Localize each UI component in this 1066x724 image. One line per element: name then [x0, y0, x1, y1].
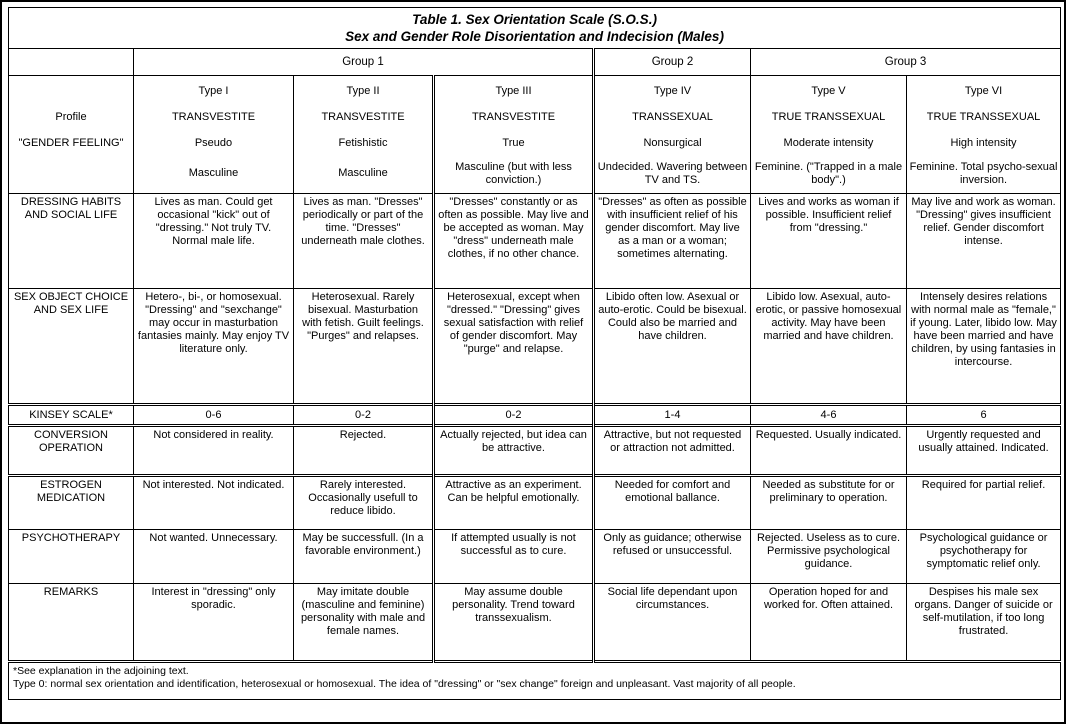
estrogen-type-iv: Needed for comfort and emotional ballance. — [594, 476, 751, 530]
dressing-type-vi: May live and work as woman. "Dressing" gives insufficient relief. Gender discomfort intense. — [907, 194, 1061, 289]
conversion-type-iii: Actually rejected, but idea can be attractive. — [434, 426, 594, 476]
group-3-header: Group 3 — [751, 49, 1061, 76]
kinsey-type-v: 4-6 — [751, 405, 907, 426]
kinsey-type-iv: 1-4 — [594, 405, 751, 426]
estrogen-type-i: Not interested. Not indicated. — [134, 476, 294, 530]
sexobj-type-ii: Heterosexual. Rarely bisexual. Masturbation with fetish. Guilt feelings. "Purges" and relapses. — [294, 289, 434, 405]
sexobj-type-iii: Heterosexual, except when "dressed." "Dressing" gives sexual satisfaction with relief of gender discomfort. May "purge" and relapse. — [434, 289, 594, 405]
row-dressing-habits — [9, 194, 1061, 289]
profile-type-ii — [294, 76, 434, 194]
type-feeling: Feminine. Total psycho-sexual inversion. — [909, 160, 1058, 186]
dressing-type-iv: "Dresses" as often as possible with insufficient relief of his gender discomfort. May live as a man or a woman; sometimes alternating. — [594, 194, 751, 289]
profile-type-vi — [907, 76, 1061, 194]
type-feeling: Feminine. ("Trapped in a male body".) — [754, 160, 903, 186]
row-conversion-operation — [9, 426, 1061, 476]
kinsey-type-i: 0-6 — [134, 405, 294, 426]
remarks-type-vi: Despises his male sex organs. Danger of suicide or self-mutilation, if too long frustrated. — [907, 584, 1061, 662]
type-label: Type III — [495, 84, 532, 97]
footnote-line1: *See explanation in the adjoining text. — [13, 665, 189, 677]
group-1-header: Group 1 — [134, 49, 594, 76]
psycho-type-i: Not wanted. Unnecessary. — [134, 530, 294, 584]
sexobj-type-v: Libido low. Asexual, auto-erotic, or passive homosexual activity. May have been married and have children. — [751, 289, 907, 405]
table-title-line1: Table 1. Sex Orientation Scale (S.O.S.) — [412, 12, 657, 27]
type-feeling: Masculine — [338, 167, 388, 179]
row-sex-object-choice — [9, 289, 1061, 405]
conversion-type-iv: Attractive, but not requested or attraction not admitted. — [594, 426, 751, 476]
row-estrogen-medication — [9, 476, 1061, 530]
dressing-type-i: Lives as man. Could get occasional "kick" out of "dressing." Not truly TV. Normal male life. — [134, 194, 294, 289]
type-intensity: Fetishistic — [338, 136, 388, 149]
profile-type-iii — [434, 76, 594, 194]
kinsey-type-iii: 0-2 — [434, 405, 594, 426]
title-row — [9, 8, 1061, 49]
footnote-line2: Type 0: normal sex orientation and identification, heterosexual or homosexual. The idea of "dressing" or "sex change" foreign and unpleasant. Vast majority of all people. — [13, 678, 796, 690]
row-header: SEX OBJECT CHOICE AND SEX LIFE — [9, 289, 134, 405]
type-name: TRANSVESTITE — [321, 110, 405, 123]
psycho-type-v: Rejected. Useless as to cure. Permissive psychological guidance. — [751, 530, 907, 584]
psycho-type-iv: Only as guidance; otherwise refused or unsuccessful. — [594, 530, 751, 584]
profile-row — [9, 76, 1061, 194]
estrogen-type-ii: Rarely interested. Occasionally usefull to reduce libido. — [294, 476, 434, 530]
footnote-row — [9, 662, 1061, 700]
row-header: DRESSING HABITS AND SOCIAL LIFE — [9, 194, 134, 289]
type-name: TRANSVESTITE — [171, 110, 256, 123]
row-header: KINSEY SCALE* — [9, 405, 134, 426]
type-name: TRUE TRANSSEXUAL — [771, 110, 886, 123]
type-intensity: Pseudo — [194, 136, 233, 149]
kinsey-type-ii: 0-2 — [294, 405, 434, 426]
type-intensity: Nonsurgical — [643, 136, 702, 149]
row-remarks — [9, 584, 1061, 662]
dressing-type-v: Lives and works as woman if possible. Insufficient relief from "dressing." — [751, 194, 907, 289]
dressing-type-ii: Lives as man. "Dresses" periodically or part of the time. "Dresses" underneath male clothes. — [294, 194, 434, 289]
type-feeling: Masculine (but with less conviction.) — [455, 160, 572, 186]
psycho-type-iii: If attempted usually is not successful as to cure. — [434, 530, 594, 584]
row-header: REMARKS — [9, 584, 134, 662]
dressing-type-iii: "Dresses" constantly or as often as possible. May live and be accepted as woman. May "dress" underneath male clothes, if no other chance. — [434, 194, 594, 289]
type-label: Type I — [198, 84, 229, 97]
profile-label: Profile — [55, 110, 87, 123]
row-psychotherapy — [9, 530, 1061, 584]
type-intensity: Moderate intensity — [783, 136, 874, 149]
psycho-type-vi: Psychological guidance or psychotherapy for symptomatic relief only. — [907, 530, 1061, 584]
remarks-type-iv: Social life dependant upon circumstances. — [594, 584, 751, 662]
footnote-cell — [9, 662, 1061, 700]
psycho-type-ii: May be successfull. (In a favorable environment.) — [294, 530, 434, 584]
type-name: TRANSSEXUAL — [632, 110, 713, 123]
group-header-row — [9, 49, 1061, 76]
remarks-type-i: Interest in "dressing" only sporadic. — [134, 584, 294, 662]
type-label: Type VI — [964, 84, 1003, 97]
row-header: ESTROGEN MEDICATION — [9, 476, 134, 530]
table-title — [9, 8, 1061, 49]
sexobj-type-iv: Libido often low. Asexual or auto-erotic. Could be bisexual. Could also be married and have children. — [594, 289, 751, 405]
type-feeling: Masculine — [188, 167, 239, 179]
estrogen-type-iii: Attractive as an experiment. Can be helpful emotionally. — [434, 476, 594, 530]
kinsey-type-vi: 6 — [907, 405, 1061, 426]
profile-type-iv — [594, 76, 751, 194]
sexobj-type-vi: Intensely desires relations with normal male as "female," if young. Later, libido low. May have been married and have children, by using fantasies in intercourse. — [907, 289, 1061, 405]
profile-type-v — [751, 76, 907, 194]
table-title-line2: Sex and Gender Role Disorientation and Indecision (Males) — [345, 29, 724, 44]
type-feeling: Undecided. Wavering between TV and TS. — [597, 160, 748, 186]
row-kinsey-scale — [9, 405, 1061, 426]
type-label: Type IV — [653, 84, 692, 97]
estrogen-type-v: Needed as substitute for or preliminary to operation. — [751, 476, 907, 530]
row-header: PSYCHOTHERAPY — [9, 530, 134, 584]
remarks-type-iii: May assume double personality. Trend toward transsexualism. — [434, 584, 594, 662]
type-label: Type V — [811, 84, 846, 97]
conversion-type-v: Requested. Usually indicated. — [751, 426, 907, 476]
type-name: TRUE TRANSSEXUAL — [926, 110, 1041, 123]
row-header: CONVERSION OPERATION — [9, 426, 134, 476]
profile-type-i — [134, 76, 294, 194]
profile-row-header — [9, 76, 134, 194]
remarks-type-ii: May imitate double (masculine and feminine) personality with male and female names. — [294, 584, 434, 662]
type-label: Type II — [346, 84, 380, 97]
type-name: TRANSVESTITE — [471, 110, 556, 123]
group-2-header: Group 2 — [594, 49, 751, 76]
type-intensity: True — [502, 136, 525, 149]
conversion-type-ii: Rejected. — [294, 426, 434, 476]
gender-feeling-label: "GENDER FEELING" — [18, 136, 124, 149]
sexobj-type-i: Hetero-, bi-, or homosexual. "Dressing" and "sexchange" may occur in masturbation fantasies mainly. May enjoy TV literature only. — [134, 289, 294, 405]
group-header-empty-cell — [9, 49, 134, 76]
conversion-type-i: Not considered in reality. — [134, 426, 294, 476]
type-intensity: High intensity — [950, 136, 1017, 149]
remarks-type-v: Operation hoped for and worked for. Often attained. — [751, 584, 907, 662]
estrogen-type-vi: Required for partial relief. — [907, 476, 1061, 530]
sos-table — [8, 7, 1061, 700]
conversion-type-vi: Urgently requested and usually attained. Indicated. — [907, 426, 1061, 476]
